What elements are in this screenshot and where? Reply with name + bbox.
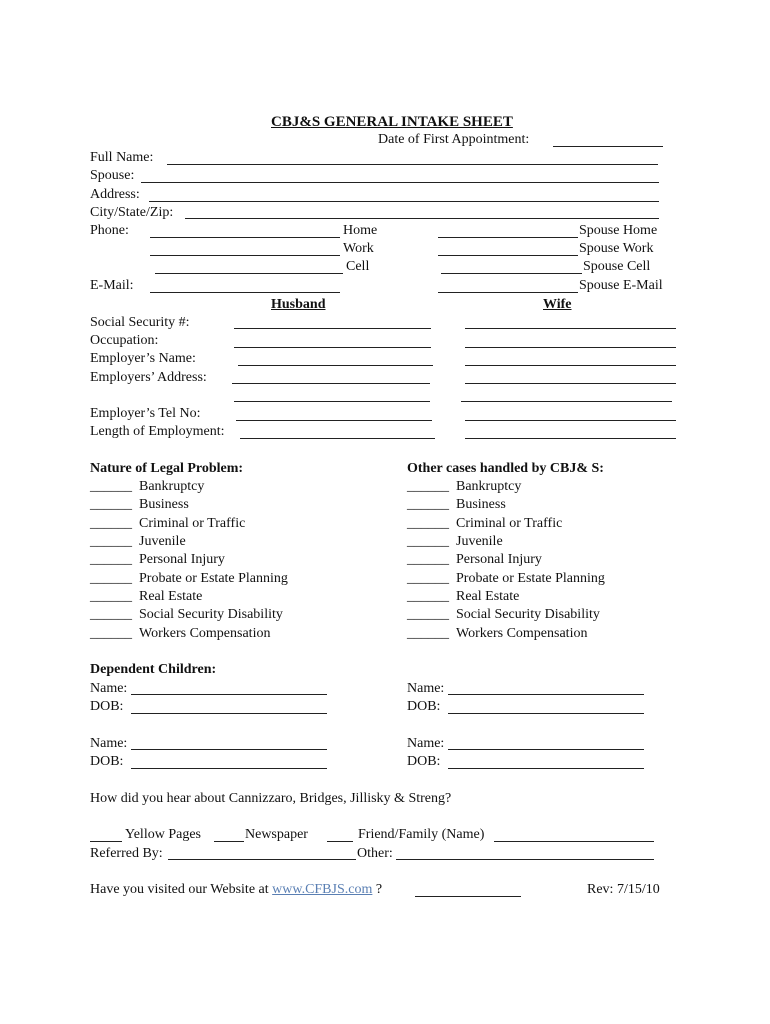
home-phone-field[interactable]: [150, 237, 340, 238]
referred-by-field[interactable]: [168, 859, 356, 860]
husband-employer-address-field[interactable]: [232, 383, 430, 384]
employer-tel-label: Employer’s Tel No:: [90, 406, 201, 421]
other-case-blank[interactable]: ______: [407, 589, 449, 604]
other-field[interactable]: [396, 859, 654, 860]
other-case-blank[interactable]: ______: [407, 571, 449, 586]
full-name-field[interactable]: [167, 164, 658, 165]
legal-item-label: Social Security Disability: [139, 607, 283, 622]
date-of-first-appointment-field[interactable]: [553, 146, 663, 147]
friend-family-name-field[interactable]: [494, 841, 654, 842]
social-security-label: Social Security #:: [90, 315, 190, 330]
wife-occupation-field[interactable]: [465, 347, 676, 348]
other-case-label: Business: [456, 497, 506, 512]
husband-column-heading: Husband: [271, 297, 326, 312]
legal-item-blank[interactable]: ______: [90, 479, 132, 494]
husband-ssn-field[interactable]: [234, 328, 431, 329]
child-4-name-field[interactable]: [448, 749, 644, 750]
legal-item-label: Personal Injury: [139, 552, 225, 567]
length-of-employment-label: Length of Employment:: [90, 424, 225, 439]
full-name-label: Full Name:: [90, 150, 154, 165]
legal-item-blank[interactable]: ______: [90, 497, 132, 512]
website-question-mark: ?: [375, 882, 383, 897]
other-case-blank[interactable]: ______: [407, 497, 449, 512]
legal-item-label: Workers Compensation: [139, 626, 271, 641]
husband-employer-name-field[interactable]: [238, 365, 433, 366]
legal-item-blank[interactable]: ______: [90, 516, 132, 531]
child-dob-label: DOB:: [90, 699, 124, 714]
website-visited-field[interactable]: [415, 896, 521, 897]
other-case-label: Juvenile: [456, 534, 503, 549]
newspaper-label: Newspaper: [245, 827, 308, 842]
other-case-blank[interactable]: ______: [407, 479, 449, 494]
child-dob-label: DOB:: [407, 699, 441, 714]
other-case-label: Probate or Estate Planning: [456, 571, 605, 586]
other-label: Other:: [357, 846, 393, 861]
other-case-label: Social Security Disability: [456, 607, 600, 622]
dependent-children-heading: Dependent Children:: [90, 662, 217, 677]
newspaper-field[interactable]: [214, 841, 244, 842]
spouse-label: Spouse:: [90, 168, 135, 183]
husband-occupation-field[interactable]: [234, 347, 431, 348]
child-1-name-field[interactable]: [131, 694, 327, 695]
spouse-cell-phone-field[interactable]: [441, 273, 582, 274]
other-cases-heading: Other cases handled by CBJ& S:: [407, 461, 604, 476]
other-case-label: Personal Injury: [456, 552, 542, 567]
child-1-dob-field[interactable]: [131, 713, 327, 714]
wife-employer-address-field-2[interactable]: [461, 401, 672, 402]
legal-item-blank[interactable]: ______: [90, 552, 132, 567]
wife-column-heading: Wife: [543, 297, 572, 312]
spouse-field[interactable]: [141, 182, 659, 183]
phone-label: Phone:: [90, 223, 129, 238]
spouse-cell-label: Spouse Cell: [583, 259, 651, 274]
wife-ssn-field[interactable]: [465, 328, 676, 329]
spouse-work-phone-field[interactable]: [438, 255, 578, 256]
spouse-email-label: Spouse E-Mail: [579, 278, 663, 293]
website-link[interactable]: www.CFBJS.com: [272, 882, 373, 897]
legal-item-label: Juvenile: [139, 534, 186, 549]
spouse-email-field[interactable]: [438, 292, 578, 293]
child-2-name-field[interactable]: [448, 694, 644, 695]
work-phone-field[interactable]: [150, 255, 340, 256]
other-case-blank[interactable]: ______: [407, 552, 449, 567]
yellow-pages-label: Yellow Pages: [125, 827, 201, 842]
employer-address-label: Employers’ Address:: [90, 370, 207, 385]
spouse-home-phone-field[interactable]: [438, 237, 578, 238]
husband-employer-tel-field[interactable]: [236, 420, 432, 421]
child-3-dob-field[interactable]: [131, 768, 327, 769]
other-case-label: Workers Compensation: [456, 626, 588, 641]
legal-item-blank[interactable]: ______: [90, 534, 132, 549]
friend-family-field[interactable]: [327, 841, 353, 842]
husband-length-field[interactable]: [240, 438, 435, 439]
child-name-label: Name:: [407, 736, 445, 751]
employer-name-label: Employer’s Name:: [90, 351, 196, 366]
website-question: [90, 881, 382, 899]
legal-item-blank[interactable]: ______: [90, 626, 132, 641]
page-title: CBJ&S GENERAL INTAKE SHEET: [271, 114, 513, 130]
email-field[interactable]: [150, 292, 340, 293]
revision-date: Rev: 7/15/10: [587, 882, 660, 897]
legal-item-label: Bankruptcy: [139, 479, 205, 494]
other-case-blank[interactable]: ______: [407, 516, 449, 531]
child-3-name-field[interactable]: [131, 749, 327, 750]
other-case-label: Bankruptcy: [456, 479, 522, 494]
website-question-text: Have you visited our Website at: [90, 882, 269, 897]
legal-item-blank[interactable]: ______: [90, 607, 132, 622]
wife-employer-address-field[interactable]: [465, 383, 676, 384]
email-label: E-Mail:: [90, 278, 134, 293]
date-of-first-appointment-label: Date of First Appointment:: [378, 132, 530, 147]
yellow-pages-field[interactable]: [90, 841, 122, 842]
wife-length-field[interactable]: [465, 438, 676, 439]
child-2-dob-field[interactable]: [448, 713, 644, 714]
other-case-label: Criminal or Traffic: [456, 516, 563, 531]
legal-item-label: Criminal or Traffic: [139, 516, 246, 531]
wife-employer-name-field[interactable]: [465, 365, 676, 366]
spouse-home-label: Spouse Home: [579, 223, 658, 238]
address-label: Address:: [90, 187, 140, 202]
other-case-label: Real Estate: [456, 589, 520, 604]
legal-item-label: Business: [139, 497, 189, 512]
spouse-work-label: Spouse Work: [579, 241, 654, 256]
occupation-label: Occupation:: [90, 333, 159, 348]
city-state-zip-field[interactable]: [185, 218, 659, 219]
legal-item-blank[interactable]: ______: [90, 571, 132, 586]
nature-of-legal-problem-heading: Nature of Legal Problem:: [90, 461, 244, 476]
other-case-blank[interactable]: ______: [407, 534, 449, 549]
work-phone-label: Work: [343, 241, 374, 256]
child-dob-label: DOB:: [90, 754, 124, 769]
other-case-blank[interactable]: ______: [407, 626, 449, 641]
cell-phone-label: Cell: [346, 259, 370, 274]
referral-question: How did you hear about Cannizzaro, Bridges, Jillisky & Streng?: [90, 791, 452, 806]
legal-item-label: Probate or Estate Planning: [139, 571, 288, 586]
home-phone-label: Home: [343, 223, 378, 238]
address-field[interactable]: [149, 201, 659, 202]
husband-employer-address-field-2[interactable]: [234, 401, 430, 402]
referred-by-label: Referred By:: [90, 846, 163, 861]
child-dob-label: DOB:: [407, 754, 441, 769]
other-case-blank[interactable]: ______: [407, 607, 449, 622]
cell-phone-field[interactable]: [155, 273, 343, 274]
friend-family-label: Friend/Family (Name): [358, 827, 485, 842]
city-state-zip-label: City/State/Zip:: [90, 205, 174, 220]
child-name-label: Name:: [90, 681, 128, 696]
child-4-dob-field[interactable]: [448, 768, 644, 769]
child-name-label: Name:: [407, 681, 445, 696]
wife-employer-tel-field[interactable]: [465, 420, 676, 421]
legal-item-blank[interactable]: ______: [90, 589, 132, 604]
child-name-label: Name:: [90, 736, 128, 751]
legal-item-label: Real Estate: [139, 589, 203, 604]
